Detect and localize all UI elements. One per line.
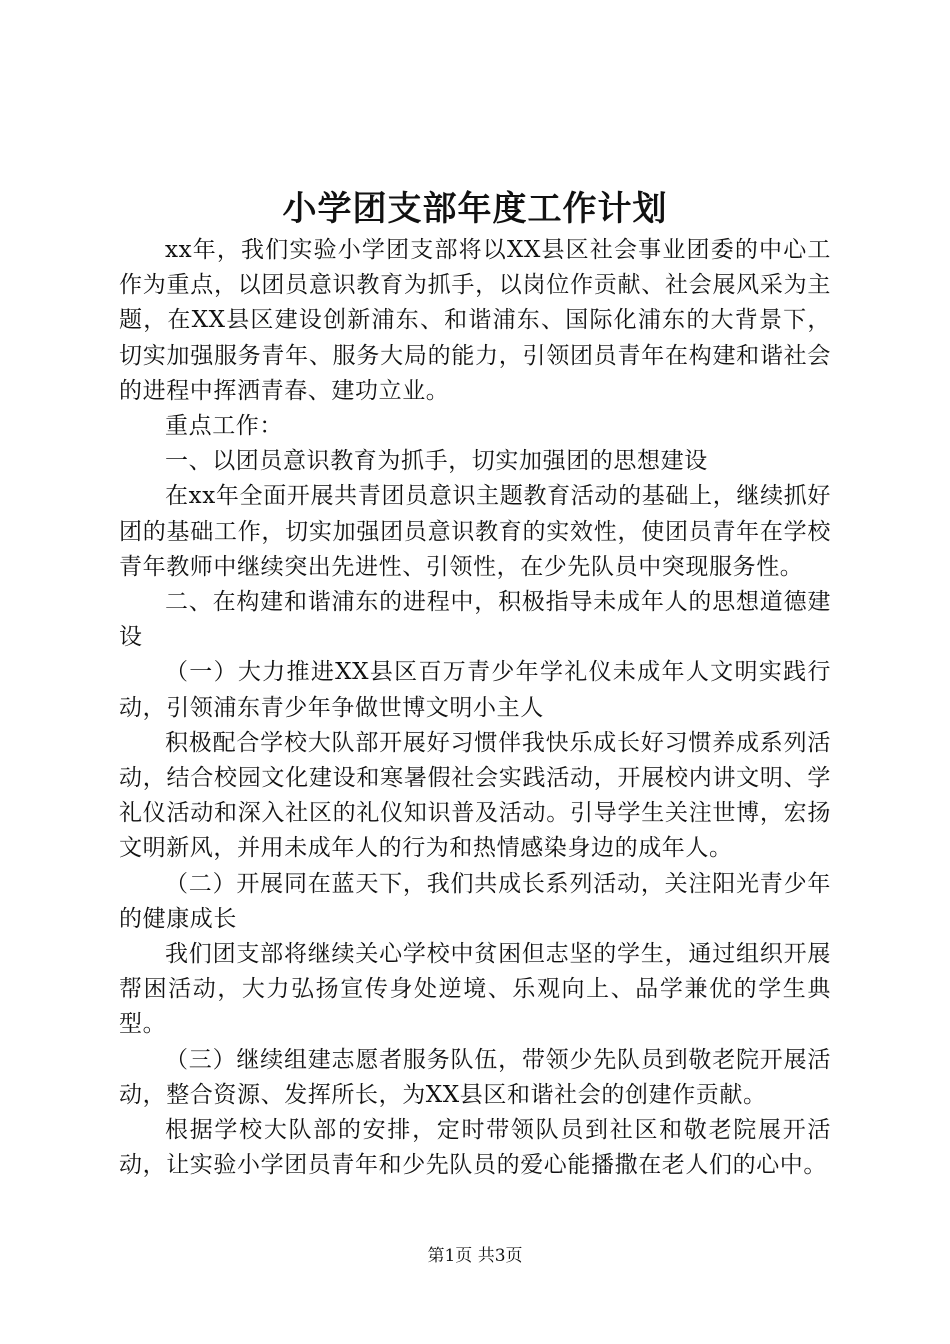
subsection-heading-2: （二）开展同在蓝天下，我们共成长系列活动，关注阳光青少年的健康成长 (119, 870, 831, 932)
paragraph-subsection-2: 我们团支部将继续关心学校中贫困但志坚的学生，通过组织开展帮困活动，大力弘扬宣传身处逆境、乐观向上、品学兼优的学生典型。 (119, 941, 831, 1038)
subsection-heading-3: （三）继续组建志愿者服务队伍，带领少先队员到敬老院开展活动，整合资源、发挥所长，为XX县区和谐社会的创建作贡献。 (119, 1046, 831, 1108)
paragraph-section-1: 在xx年全面开展共青团员意识主题教育活动的基础上，继续抓好团的基础工作，切实加强团员意识教育的实效性，使团员青年在学校青年教师中继续突出先进性、引领性，在少先队员中突现服务性。 (119, 483, 831, 580)
document-body (119, 233, 831, 1183)
document-title: 小学团支部年度工作计划 (282, 189, 668, 229)
paragraph-subsection-1: 积极配合学校大队部开展好习惯伴我快乐成长好习惯养成系列活动，结合校园文化建设和寒暑假社会实践活动，开展校内讲文明、学礼仪活动和深入社区的礼仪知识普及活动。引导学生关注世博，宏扬文明新风，并用未成年人的行为和热情感染身边的成年人。 (119, 729, 831, 862)
page-footer: 第1页 共3页 (427, 1246, 523, 1266)
paragraph-key-work-heading: 重点工作： (165, 413, 283, 440)
paragraph-intro: xx年，我们实验小学团支部将以XX县区社会事业团委的中心工作为重点，以团员意识教育为抓手，以岗位作贡献、社会展风采为主题，在XX县区建设创新浦东、和谐浦东、国际化浦东的大背景下，切实加强服务青年、服务大局的能力，引领团员青年在构建和谐社会的进程中挥洒青春、建功立业。 (119, 237, 831, 404)
section-heading-2: 二、在构建和谐浦东的进程中，积极指导未成年人的思想道德建设 (119, 589, 831, 651)
subsection-heading-1: （一）大力推进XX县区百万青少年学礼仪未成年人文明实践行动，引领浦东青少年争做世博文明小主人 (119, 659, 831, 721)
paragraph-subsection-3: 根据学校大队部的安排，定时带领队员到社区和敬老院展开活动，让实验小学团员青年和少先队员的爱心能播撒在老人们的心中。 (119, 1117, 831, 1179)
section-heading-1: 一、以团员意识教育为抓手，切实加强团的思想建设 (165, 448, 708, 475)
